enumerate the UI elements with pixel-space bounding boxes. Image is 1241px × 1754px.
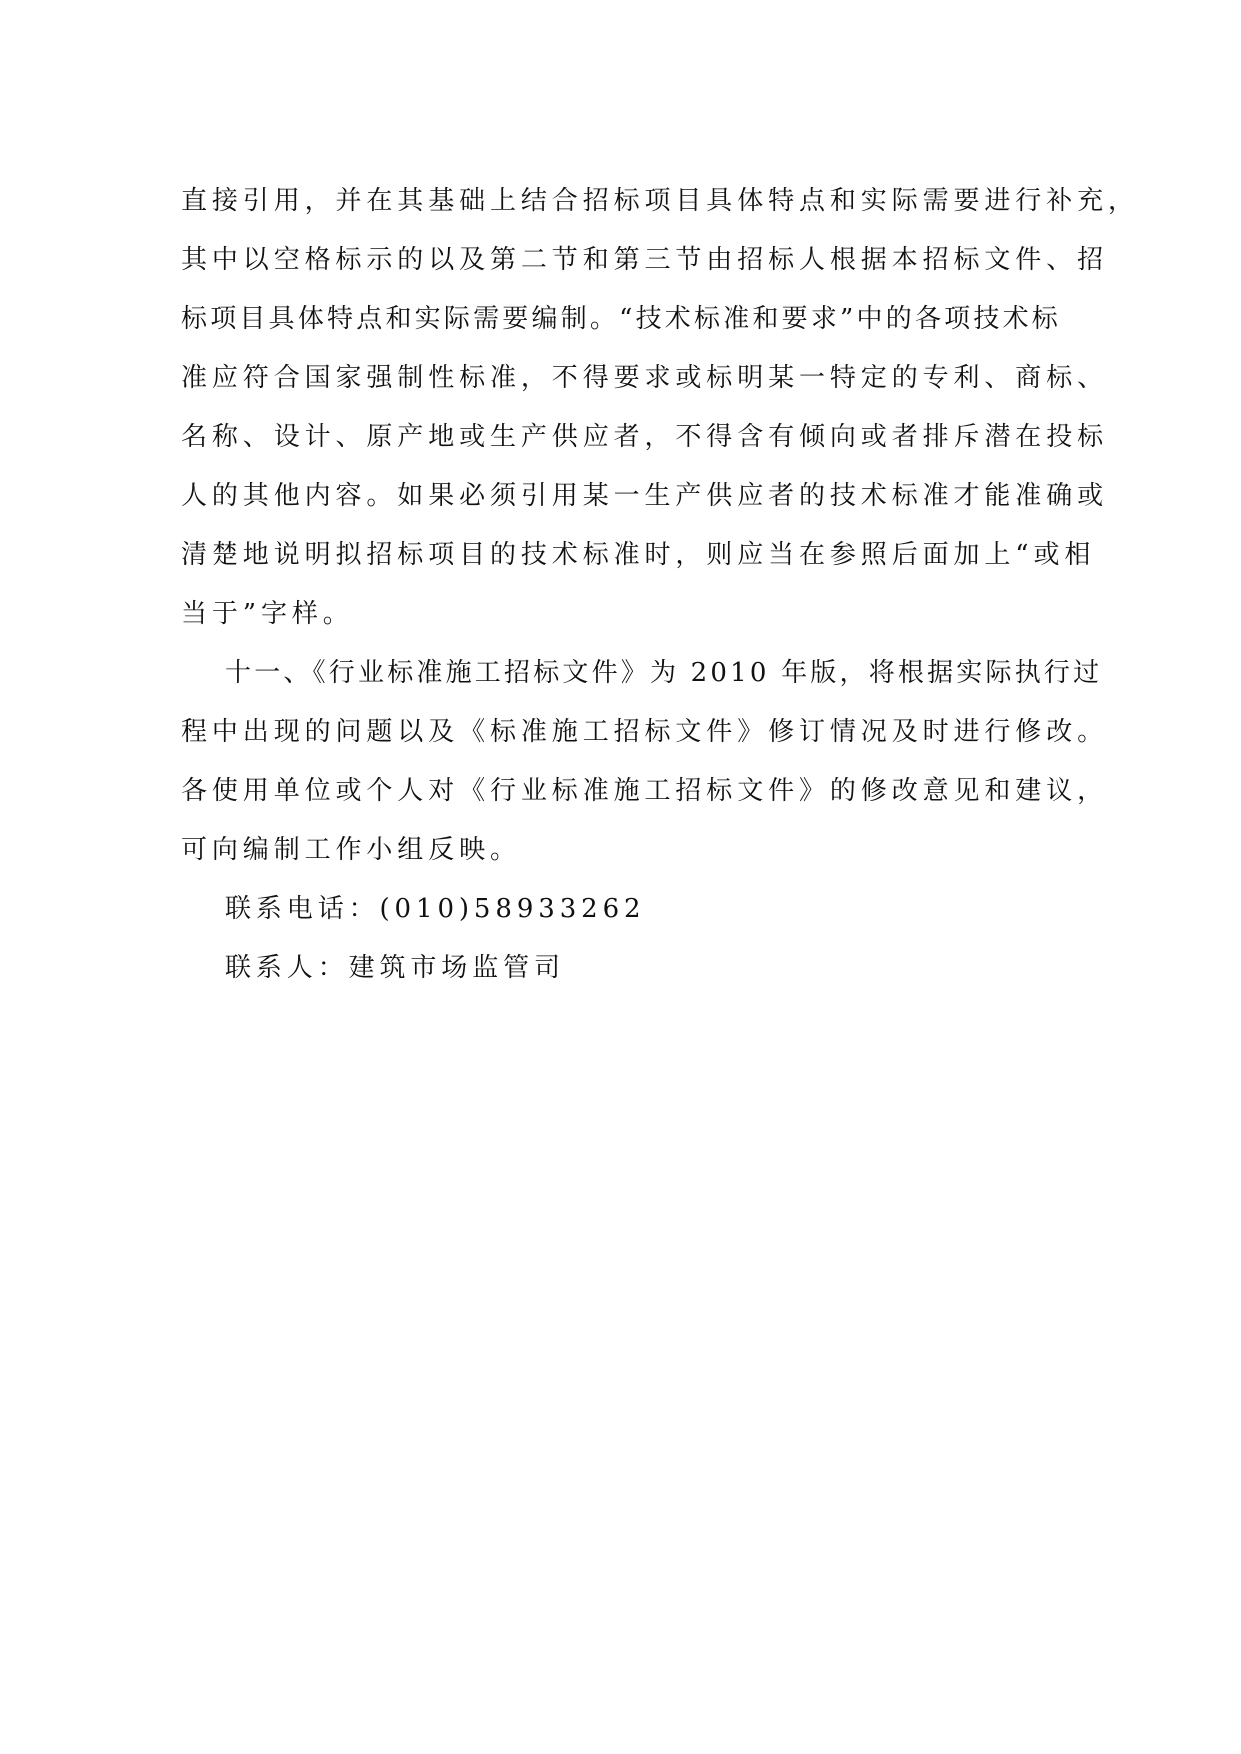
paragraph-line: 程中出现的问题以及《标准施工招标文件》修订情况及时进行修改。 xyxy=(181,717,1109,747)
contact-info xyxy=(181,880,1061,998)
contact-phone-line xyxy=(181,880,1061,939)
paragraph-section-eleven xyxy=(181,644,1109,880)
paragraph-line: 标项目具体特点和实际需要编制。“技术标准和要求”中的各项技术标 xyxy=(181,304,1061,334)
paragraph-line: 十一、《行业标准施工招标文件》为 2010 年版，将根据实际执行过 xyxy=(225,658,1103,688)
paragraph-line: 可向编制工作小组反映。 xyxy=(181,835,521,865)
contact-phone-value: (010)58933262 xyxy=(379,894,646,924)
paragraph-line: 其中以空格标示的以及第二节和第三节由招标人根据本招标文件、招 xyxy=(181,245,1109,275)
paragraph-line: 各使用单位或个人对《行业标准施工招标文件》的修改意见和建议， xyxy=(181,776,1109,806)
paragraph-section-ten-continued xyxy=(181,172,1139,644)
contact-person-label: 联系人： xyxy=(225,953,349,983)
paragraph-line: 人的其他内容。如果必须引用某一生产供应者的技术标准才能准确或 xyxy=(181,481,1109,511)
paragraph-line: 清楚地说明拟招标项目的技术标准时，则应当在参照后面加上“或相 xyxy=(181,540,1096,570)
paragraph-line: 当于”字样。 xyxy=(181,599,354,629)
document-body xyxy=(181,172,1139,998)
contact-phone-label: 联系电话： xyxy=(225,894,380,924)
paragraph-line: 直接引用，并在其基础上结合招标项目具体特点和实际需要进行补充， xyxy=(181,186,1139,216)
contact-person-value: 建筑市场监管司 xyxy=(348,953,565,983)
contact-person-line xyxy=(181,939,1061,998)
paragraph-line: 准应符合国家强制性标准，不得要求或标明某一特定的专利、商标、 xyxy=(181,363,1109,393)
paragraph-line: 名称、设计、原产地或生产供应者，不得含有倾向或者排斥潜在投标 xyxy=(181,422,1109,452)
